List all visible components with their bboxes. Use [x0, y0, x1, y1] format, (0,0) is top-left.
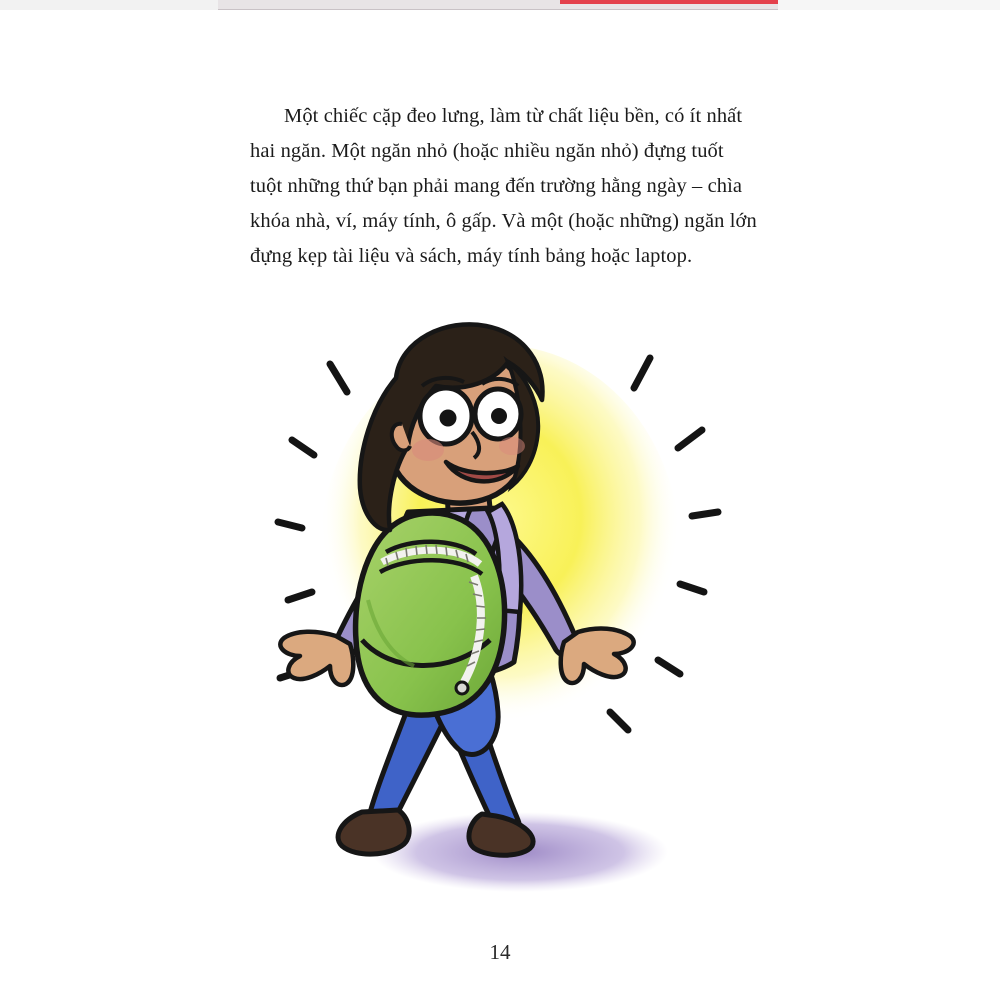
page-number: 14: [489, 940, 511, 964]
backpack: [356, 513, 505, 715]
illustration-svg: [250, 300, 770, 900]
page-top-accent-bar: [560, 0, 778, 4]
illustration-girl-with-backpack: [250, 300, 770, 900]
body-paragraph: Một chiếc cặp đeo lưng, làm từ chất liệu bền, có ít nhất hai ngăn. Một ngăn nhỏ (hoặc nhiều ngăn nhỏ) đựng tuốt tuột những thứ bạn phải mang đến trường hằng ngày – chìa khóa nhà, ví, máy tính, ô gấp. Và một (hoặc những) ngăn lớn đựng kẹp tài liệu và sách, máy tính bảng hoặc laptop.: [250, 104, 757, 267]
page-top-edge-right: [778, 0, 1000, 10]
page-top-edge-left: [0, 0, 218, 10]
